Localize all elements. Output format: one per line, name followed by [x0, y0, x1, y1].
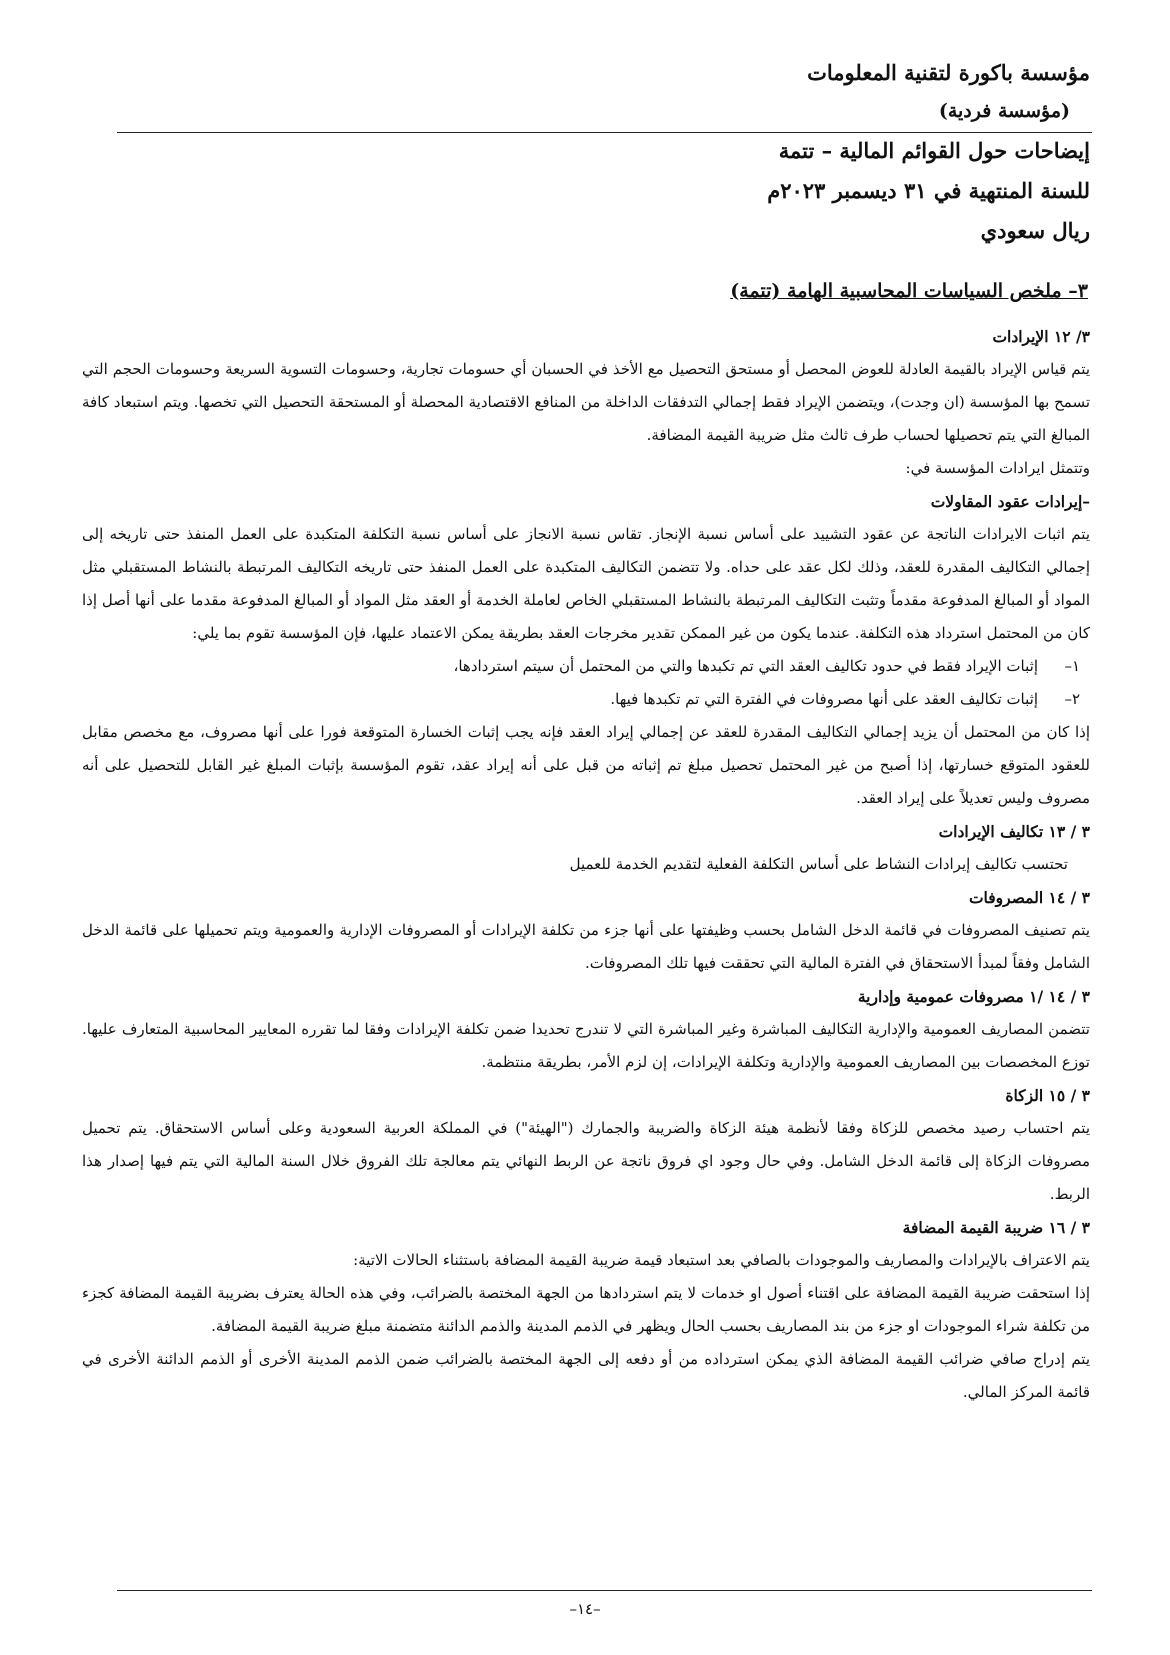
- heading-cost-of-revenue: ٣ / ١٣ تكاليف الإيرادات: [938, 822, 1090, 841]
- vat-paragraph-2: إذا استحقت ضريبة القيمة المضافة على اقتناء أصول او خدمات لا يتم استردادها من الجهة المختصة بالضرائب، وفي هذه الحالة يعترف بضريبة القيمة المضافة كجزء من تكلفة شراء الموجودات او جزء من بند المصاريف بحسب الحال ويظهر في الذمم المدينة والذمم الدائنة متضمنة مبلغ ضريبة القيمة المضافة.: [82, 1284, 1090, 1335]
- heading-vat: ٣ / ١٦ ضريبة القيمة المضافة: [902, 1218, 1090, 1237]
- revenue-paragraph-2: وتتمثل ايرادات المؤسسة في:: [905, 459, 1090, 477]
- expected-loss-paragraph: إذا كان من المحتمل أن يزيد إجمالي التكاليف المقدرة للعقد عن إجمالي إيراد العقد فإنه يجب إثبات الخسارة المتوقعة فورا على أنها مصروف، مع مخصص مقابل للعقود المتوقع خسارتها، إذا أصبح من غير المحتمل تحصيل مبلغ تم إثباته من قبل على أنه إيراد عقد، تقوم المؤسسة بإثبات المبلغ غير القابل للتحصيل على أنه مصروف وليس تعديلاً على إيراد العقد.: [82, 723, 1090, 807]
- report-currency: ريال سعودي: [980, 218, 1090, 243]
- list-item-text: إثبات تكاليف العقد على أنها مصروفات في الفترة التي تم تكبدها فيها.: [610, 690, 1038, 708]
- heading-general-admin-expenses: ٣ / ١٤ /١ مصروفات عمومية وإدارية: [857, 987, 1090, 1006]
- list-item-text: إثبات الإيراد فقط في حدود تكاليف العقد التي تم تكبدها والتي من المحتمل أن سيتم استردادها،: [453, 657, 1038, 675]
- list-item-number: ١–: [1064, 657, 1080, 675]
- header-divider: [117, 132, 1092, 133]
- list-item-number: ٢–: [1064, 690, 1080, 708]
- company-name: مؤسسة باكورة لتقنية المعلومات: [807, 60, 1090, 85]
- list-item: [82, 683, 1090, 716]
- vat-paragraph-1: يتم الاعتراف بالإيرادات والمصاريف والموجودات بالصافي بعد استبعاد قيمة ضريبة القيمة المضافة باستثناء الحالات الاتية:: [353, 1251, 1090, 1269]
- zakat-paragraph: يتم احتساب رصيد مخصص للزكاة وفقا لأنظمة هيئة الزكاة والضريبة والجمارك ("الهيئة") في المملكة العربية السعودية وعلى أساس الاستحقاق. يتم تحميل مصروفات الزكاة إلى قائمة الدخل الشامل. وفي حال وجود اي فروق ناتجة عن الربط النهائي يتم معالجة تلك الفروق خلال السنة المالية التي يتم فيها إصدار هذا الربط.: [82, 1119, 1090, 1203]
- heading-revenue: ٣/ ١٢ الإيرادات: [992, 327, 1090, 346]
- heading-expenses: ٣ / ١٤ المصروفات: [968, 888, 1090, 907]
- footer-divider: [117, 1590, 1092, 1591]
- list-item: [82, 650, 1090, 683]
- report-period: للسنة المنتهية في ٣١ ديسمبر ٢٠٢٣م: [767, 178, 1090, 203]
- heading-zakat: ٣ / ١٥ الزكاة: [1005, 1086, 1090, 1105]
- general-admin-paragraph: تتضمن المصاريف العمومية والإدارية التكاليف المباشرة وغير المباشرة التي لا تندرج تحديدا ضمن تكلفة الإيرادات وفقا لما تقرره المعايير المحاسبية المتعارف عليها. توزع المخصصات بين المصاريف العمومية والإدارية وتكلفة الإيرادات، إن لزم الأمر، بطريقة منتظمة.: [82, 1020, 1090, 1071]
- company-type: (مؤسسة فردية): [938, 100, 1070, 122]
- revenue-paragraph-1: يتم قياس الإيراد بالقيمة العادلة للعوض المحصل أو مستحق التحصيل مع الأخذ في الحسبان أي حسومات تجارية، وحسومات التسوية السريعة وحسومات الحجم التي تسمح بها المؤسسة (ان وجدت)، ويتضمن الإيراد فقط إجمالي التدفقات الداخلة من المنافع الاقتصادية المحصلة أو المستحقة التحصيل التي تخصها. ويتم استبعاد كافة المبالغ التي يتم تحصيلها لحساب طرف ثالث مثل ضريبة القيمة المضافة.: [82, 360, 1090, 444]
- section-title: ٣– ملخص السياسات المحاسبية الهامة (تتمة): [730, 280, 1088, 302]
- report-title: إيضاحات حول القوائم المالية – تتمة: [778, 138, 1090, 163]
- cost-of-revenue-paragraph: تحتسب تكاليف إيرادات النشاط على أساس التكلفة الفعلية لتقديم الخدمة للعميل: [569, 855, 1068, 873]
- page-number: –١٤–: [569, 1600, 601, 1618]
- contract-revenue-paragraph: يتم اثبات الايرادات الناتجة عن عقود التشييد على أساس نسبة الإنجاز. تقاس نسبة الانجاز على أساس نسبة التكلفة المتكبدة على العمل المنفذ حتى تاريخه إلى إجمالي التكاليف المقدرة للعقد، وذلك لكل عقد على حداه. ولا تتضمن التكاليف المتكبدة على العمل المنفذ حتى تاريخه التكاليف المرتبطة بالنشاط المستقبلي مثل المواد أو المبالغ المدفوعة مقدماً وتثبت التكاليف المرتبطة بالنشاط المستقبلي الخاص لعاملة الخدمة أو العقد مثل المواد أو المبالغ المدفوعة مقدما على أنها أصل إذا كان من المحتمل استرداد هذه التكلفة. عندما يكون من غير الممكن تقدير مخرجات العقد بطريقة يمكن الاعتماد عليها، فإن المؤسسة تقوم بما يلي:: [82, 525, 1090, 642]
- heading-contract-revenue: –إيرادات عقود المقاولات: [930, 492, 1090, 511]
- expenses-paragraph: يتم تصنيف المصروفات في قائمة الدخل الشامل بحسب وظيفتها على أنها جزء من تكلفة الإيرادات أو المصروفات الإدارية والعمومية ويتم تحميلها على قائمة الدخل الشامل وفقاً لمبدأ الاستحقاق في الفترة المالية التي تحققت فيها تلك المصروفات.: [82, 921, 1090, 972]
- vat-paragraph-3: يتم إدراج صافي ضرائب القيمة المضافة الذي يمكن استرداده من أو دفعه إلى الجهة المختصة بالضرائب ضمن الذمم المدينة الأخرى أو الذمم الدائنة الأخرى في قائمة المركز المالي.: [82, 1350, 1090, 1401]
- notes-body: [82, 320, 1090, 1409]
